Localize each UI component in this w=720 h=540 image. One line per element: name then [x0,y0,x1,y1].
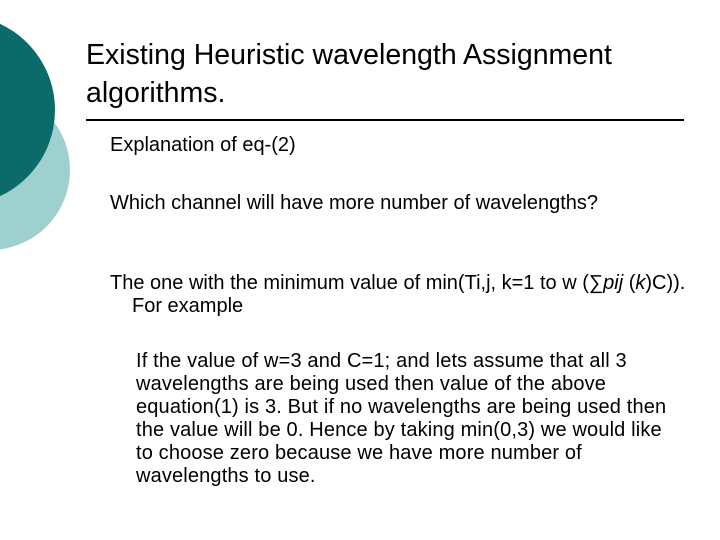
answer-text-start: The one with the minimum value of min(Ti,j, k=1 to w (∑ [110,272,604,294]
decorative-circles [0,0,100,300]
bullet-answer [110,272,702,318]
title-divider [86,119,684,121]
slide-title: Existing Heuristic wavelength Assignment algorithms. [86,39,612,109]
bullet-question: Which channel will have more number of wavelengths? [110,192,599,214]
bullet-explanation: Explanation of eq-(2) [110,134,296,156]
example-paragraph: If the value of w=3 and C=1; and lets assume that all 3 wavelengths are being used then value of the above equation(1) is 3. But if no wavelengths are being used then the value will be 0. Hence by taking min(0,3) we would like to choose zero because we have more number of wavelengths to use. [136,350,667,487]
answer-italic-pij: pij [603,272,624,294]
answer-italic-k: k [635,272,646,294]
answer-text-end: )C)). For example [132,272,686,317]
answer-text-mid: ( [623,272,636,294]
